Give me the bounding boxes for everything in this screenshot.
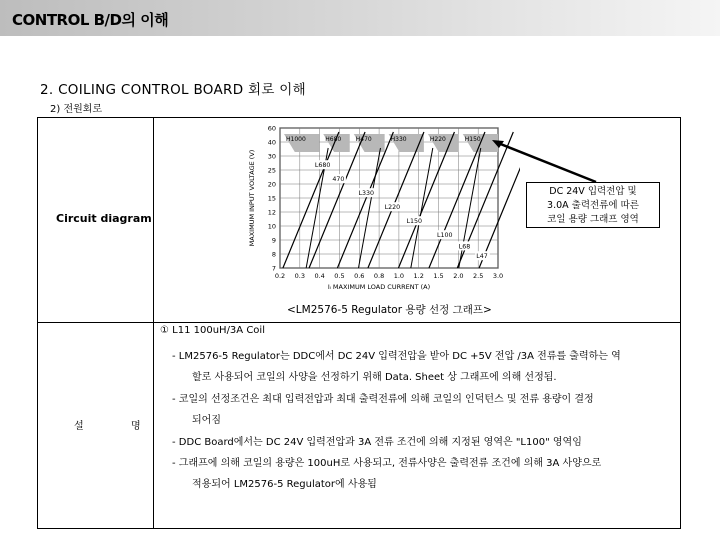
region-label: H150: [464, 136, 481, 143]
y-tick-label: 10: [267, 222, 276, 231]
circuit-diagram-label: Circuit diagram: [56, 212, 152, 225]
description-line: - 그래프에 의해 코일의 용량은 100uH로 사용되고, 전류사양은 출력전류 조건에 의해 3A 사양으로: [172, 458, 602, 469]
x-tick-label: 0.5: [334, 272, 345, 280]
y-tick-label: 30: [267, 152, 276, 161]
curve-label: L68: [458, 243, 471, 251]
y-tick-label: 60: [267, 124, 276, 133]
y-tick-label: 8: [271, 250, 276, 259]
subsection-title: 2) 전원회로: [50, 104, 103, 115]
x-tick-label: 2.5: [473, 272, 484, 280]
y-tick-label: 7: [271, 264, 276, 273]
curve-label: 470: [332, 176, 345, 184]
curve-label: L330: [358, 190, 375, 198]
region-label: H470: [355, 136, 372, 143]
y-axis-label: MAXIMUM INPUT VOLTAGE (V): [248, 149, 256, 247]
x-tick-label: 1.0: [393, 272, 405, 280]
curve-label: L47: [476, 253, 488, 261]
curve-label: L680: [314, 162, 331, 170]
description-label-char-2: 명: [131, 421, 141, 432]
description-line: 적용되어 LM2576-5 Regulator에 사용됨: [192, 479, 377, 490]
x-tick-label: 1.5: [433, 272, 444, 280]
description-item-title: ① L11 100uH/3A Coil: [160, 325, 265, 336]
x-axis-label: Iₗ MAXIMUM LOAD CURRENT (A): [327, 283, 431, 291]
x-tick-label: 0.8: [373, 272, 385, 280]
region-label: H680: [325, 136, 342, 143]
y-tick-label: 12: [267, 208, 276, 217]
callout-line-3: 코일 용량 그래프 영역: [547, 214, 639, 225]
curve-label: L100: [436, 232, 453, 240]
description-line: - LM2576-5 Regulator는 DDC에서 DC 24V 입력전압을 받아 DC +5V 전압 /3A 전류를 출력하는 역: [172, 351, 621, 362]
chart-caption: <LM2576-5 Regulator 용량 선정 그래프>: [287, 304, 492, 316]
y-tick-label: 9: [271, 236, 276, 245]
x-tick-label: 2.0: [453, 272, 464, 280]
callout-box: [526, 182, 660, 228]
y-tick-label: 25: [267, 166, 276, 175]
x-tick-label: 0.3: [294, 272, 305, 280]
region-label: H1000: [286, 136, 306, 143]
x-tick-label: 3.0: [492, 272, 504, 280]
curve-label: L220: [384, 204, 401, 212]
x-tick-label: 1.2: [413, 272, 424, 280]
callout-line-2: 3.0A 출력전류에 따른: [547, 200, 639, 211]
x-tick-label: 0.2: [274, 272, 286, 280]
y-tick-label: 15: [267, 194, 276, 203]
y-tick-label: 40: [267, 138, 276, 147]
description-line: 할로 사용되어 코일의 사양을 선정하기 위해 Data. Sheet 상 그래프에 의해 선정됨.: [192, 372, 557, 383]
region-label: H330: [390, 136, 407, 143]
description-label-char-1: 설: [74, 421, 84, 432]
x-tick-label: 0.4: [314, 272, 325, 280]
y-tick-label: 20: [267, 180, 276, 189]
page-title: CONTROL B/D의 이해: [12, 11, 169, 29]
region-label: H220: [429, 136, 446, 143]
description-line: 되어짐: [192, 415, 221, 426]
callout-line-1: DC 24V 입력전압 및: [549, 186, 637, 197]
x-tick-label: 0.6: [354, 272, 365, 280]
curve-label: L150: [406, 218, 422, 226]
description-line: - 코일의 선정조건은 최대 입력전압과 최대 출력전류에 의해 코일의 인덕턴스 및 전류 용량이 결정: [172, 394, 594, 405]
section-title: 2. COILING CONTROL BOARD 회로 이해: [40, 82, 306, 98]
description-line: - DDC Board에서는 DC 24V 입력전압과 3A 전류 조건에 의해 지정된 영역은 "L100" 영역임: [172, 437, 582, 448]
